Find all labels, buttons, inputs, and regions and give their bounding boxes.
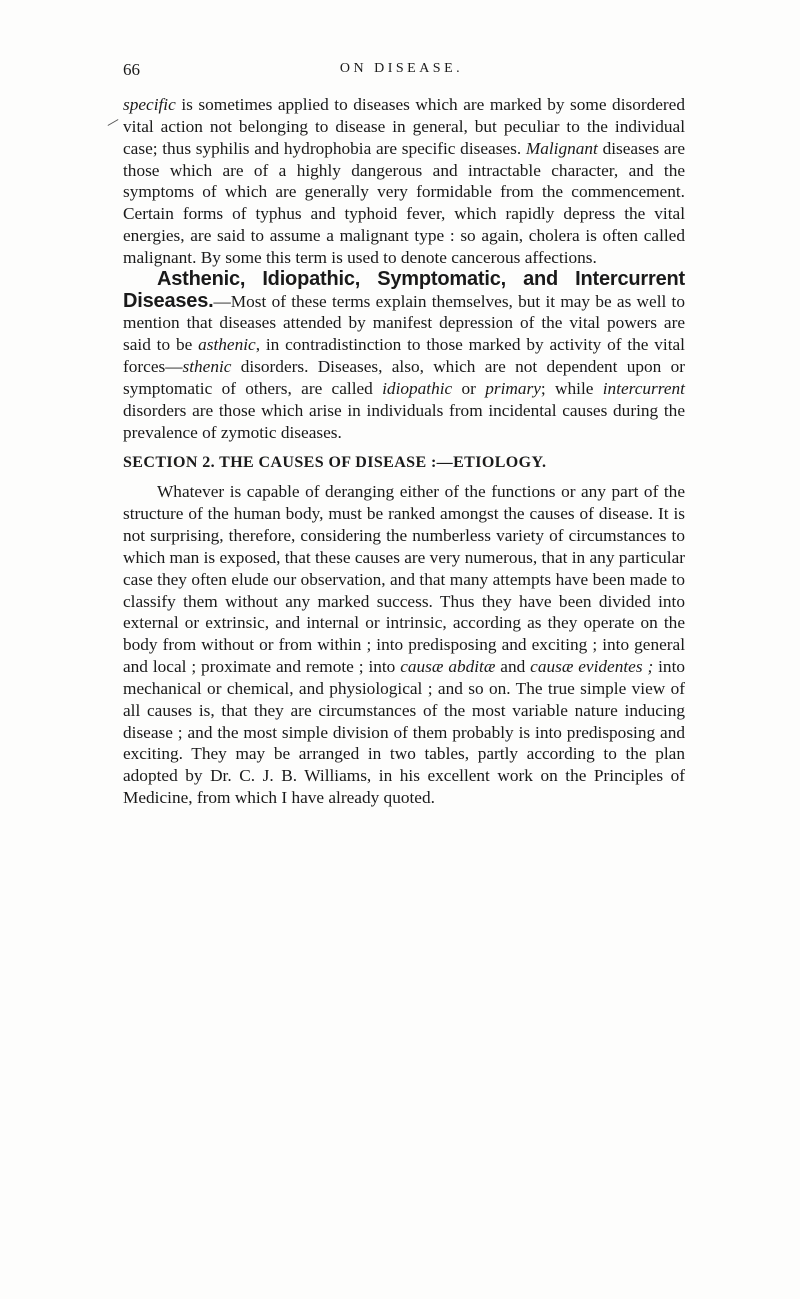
term-asthenic: asthenic: [198, 335, 256, 355]
paragraph-specific-malignant: [123, 94, 685, 269]
text-run: disorders are those which arise in individuals from incidental causes during the prevalence of zymotic diseases.: [123, 400, 685, 442]
term-primary: primary: [485, 378, 541, 398]
text-run: into mechanical or chemical, and physiological ; and so on. The true simple view of all causes is, that they are circumstances of the most variable nature inducing disease ; and the most simple division of them probably is into predisposing and exciting. They may be arranged in two tables, partly according to the plan adopted by Dr. C. J. B. Williams, in his excellent work on the Principles of Medicine, from which I have already quoted.: [123, 657, 686, 808]
paragraph-causes: [123, 481, 685, 809]
printer-mark: [108, 119, 119, 126]
term-causae-abditae: causæ abditæ: [400, 657, 496, 677]
text-run: disorders. Diseases, also, which are not dependent upon or symptomatic of others, are called: [123, 357, 685, 398]
term-causae-evidentes: causæ evidentes ;: [530, 657, 654, 677]
text-run: or: [452, 378, 486, 398]
body-text: [123, 94, 685, 809]
text-run: and: [495, 657, 531, 677]
term-intercurrent: intercurrent: [602, 378, 685, 398]
text-run: Whatever is capable of deranging either of the functions or any part of the structure of the human body, must be ranked amongst the causes of disease. It is not surprising, therefore, considering the numberless variety of circumstances to which man is exposed, that these causes are very numerous, that in any particular case they often elude our observation, and that many attempts have been made to classify them without any marked success. Thus they have been divided into external or extrinsic, and internal or intrinsic, according as they operate on the body from without or from within ; into predisposing and exciting ; into general and local ; proximate and remote ; into: [123, 482, 685, 677]
term-malignant: Malignant: [525, 138, 598, 158]
section-heading: SECTION 2. THE CAUSES OF DISEASE :—ETIOLOGY.: [123, 453, 547, 471]
text-run: —Most of these terms explain themselves, but it may be as well to mention that diseases attended by manifest depression of the vital powers are said to be: [123, 291, 685, 355]
text-run: is sometimes applied to diseases which are marked by some disordered vital action not belonging to disease in general, but peculiar to the individual case; thus syphilis and hydrophobia are specific diseases.: [123, 95, 685, 158]
running-title: ON DISEASE.: [339, 61, 464, 76]
text-run: , in contradistinction to those marked by activity of the vital forces—: [123, 335, 685, 377]
paragraph-heading: Asthenic, Idiopathic, Symptomatic, and Intercurrent Diseases.: [123, 267, 685, 312]
term-sthenic: sthenic: [182, 357, 232, 377]
page-number: 66: [123, 60, 140, 79]
term-specific: specific: [123, 95, 176, 114]
term-idiopathic: idiopathic: [382, 378, 453, 398]
paragraph-asthenic: [123, 269, 685, 444]
text-run: diseases are those which are of a highly dangerous and intractable character, and the symptoms of which are generally very formidable from the commencement. Certain forms of typhus and typhoid fever, which rapidly depress the vital energies, are said to assume a malignant type : so again, cholera is often called malignant. By some this term is used to denote cancerous affections.: [123, 138, 685, 267]
text-run: ; while: [540, 378, 603, 398]
running-head: [123, 60, 680, 86]
